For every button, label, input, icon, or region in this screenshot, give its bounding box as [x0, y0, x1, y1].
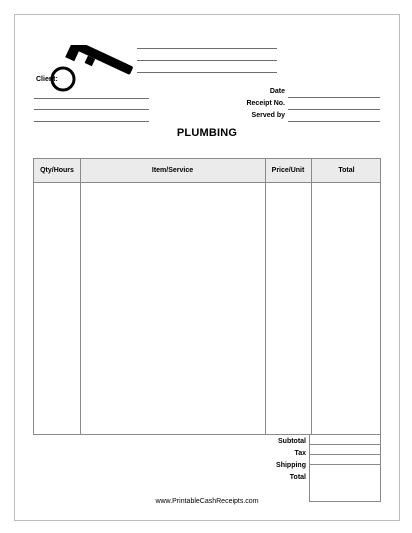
receipt-page [14, 14, 400, 521]
total-label: Total [289, 474, 306, 481]
address-line-1[interactable] [137, 48, 277, 49]
column-header-qty: Qty/Hours [40, 167, 74, 174]
tax-label: Tax [294, 450, 306, 457]
shipping-field[interactable] [309, 455, 381, 465]
receipt-no-field[interactable] [288, 109, 380, 110]
footer-url[interactable]: www.PrintableCashReceipts.com [155, 498, 259, 505]
total-field[interactable] [309, 465, 381, 502]
column-divider [311, 159, 312, 434]
receipt-no-label: Receipt No. [246, 100, 285, 107]
column-header-item: Item/Service [151, 167, 194, 174]
client-line-2[interactable] [34, 109, 149, 110]
date-field[interactable] [288, 97, 380, 98]
client-line-1[interactable] [34, 98, 149, 99]
date-label: Date [269, 88, 285, 95]
column-header-price: Price/Unit [271, 167, 305, 174]
wrench-pipe-icon [45, 45, 140, 100]
column-divider [265, 159, 266, 434]
column-divider [80, 159, 81, 434]
column-header-total: Total [338, 167, 355, 174]
address-line-3[interactable] [137, 72, 277, 73]
client-line-3[interactable] [34, 121, 149, 122]
client-label: Client: [36, 76, 58, 83]
tax-field[interactable] [309, 445, 381, 455]
served-by-field[interactable] [288, 121, 380, 122]
served-by-label: Served by [251, 112, 285, 119]
shipping-label: Shipping [276, 462, 306, 469]
subtotal-label: Subtotal [278, 438, 306, 445]
items-table [33, 158, 381, 435]
page-title: PLUMBING [176, 127, 238, 139]
subtotal-field[interactable] [309, 435, 381, 445]
address-line-2[interactable] [137, 60, 277, 61]
